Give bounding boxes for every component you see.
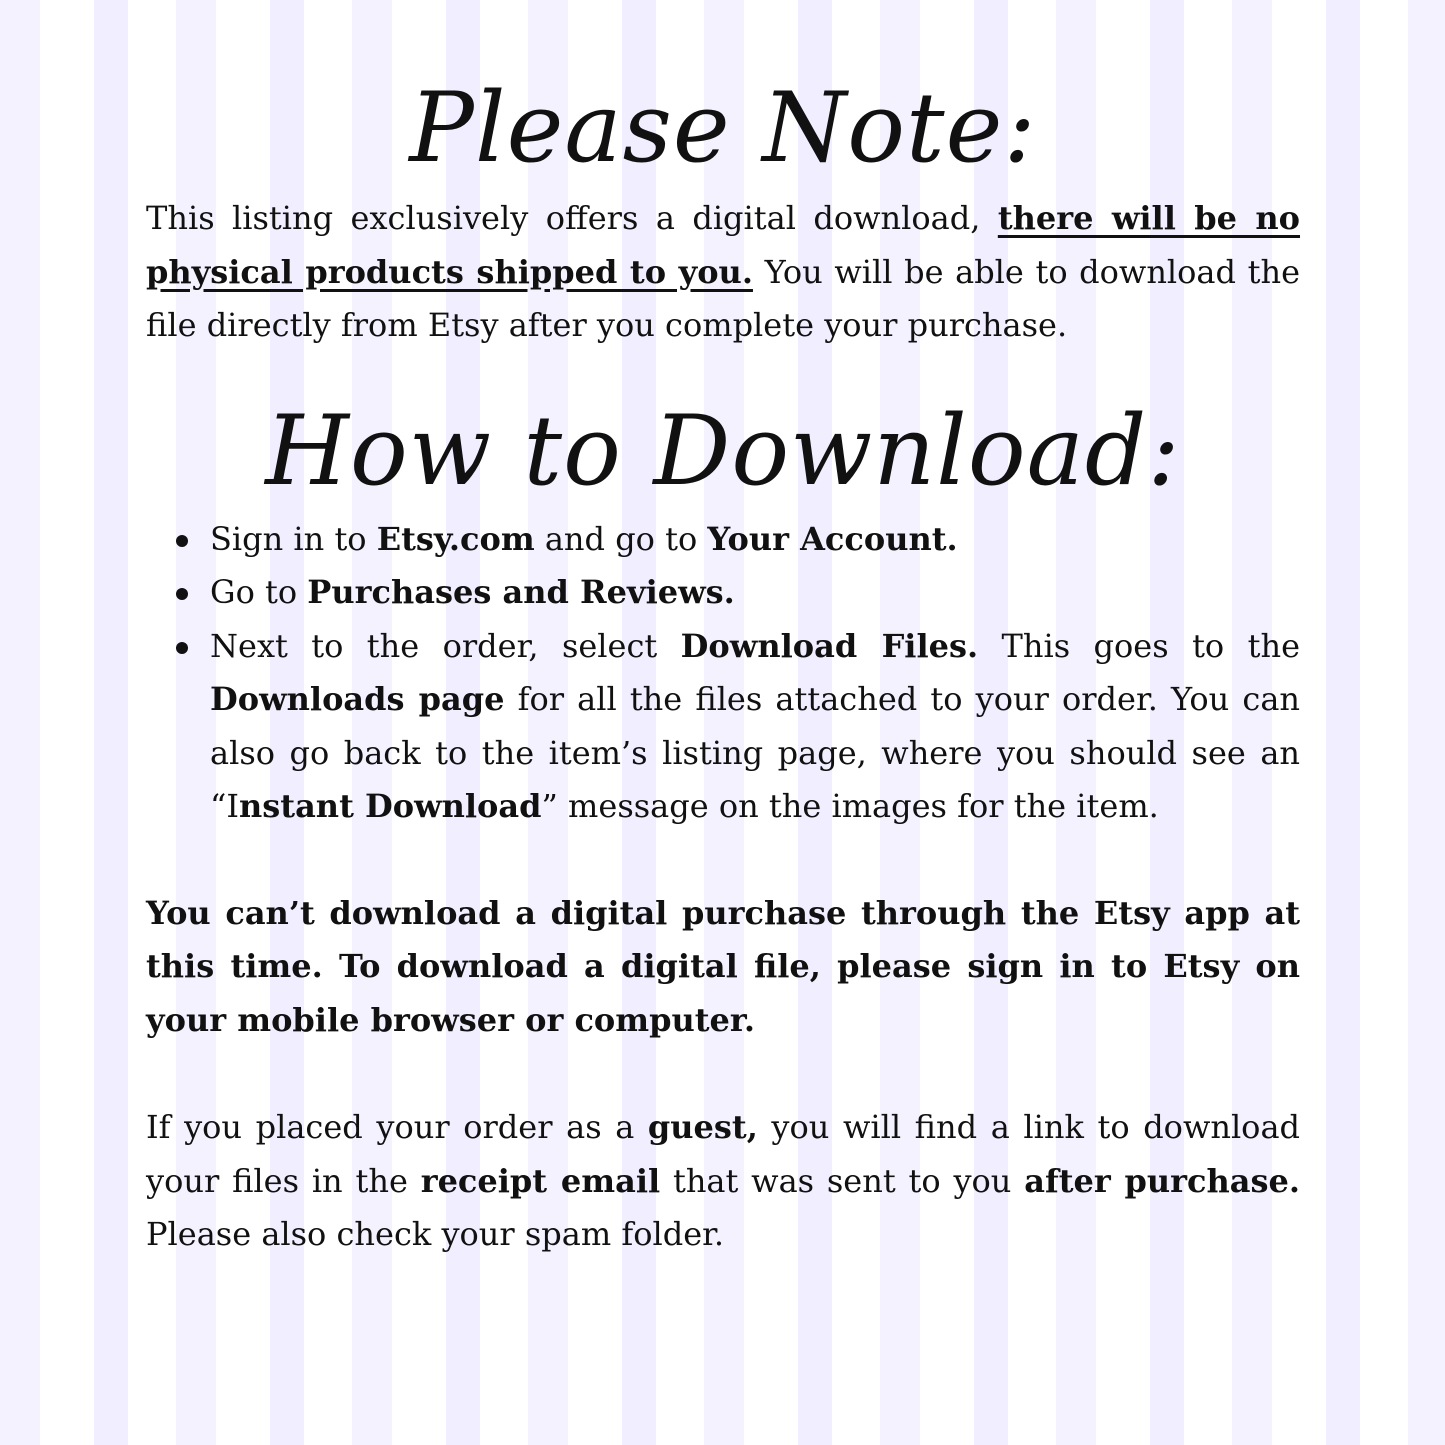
bullet-icon <box>176 642 188 654</box>
download-steps-list <box>146 513 1300 834</box>
guest-text-3: that was sent to you <box>660 1161 1025 1200</box>
guest-bold: guest, <box>647 1108 758 1146</box>
list-item <box>210 566 1300 620</box>
guest-order-notice <box>146 1101 1300 1262</box>
list-item <box>210 513 1300 567</box>
please-note-heading: Please Note: <box>409 72 1037 184</box>
step-1-text-2: and go to <box>534 519 708 558</box>
step-1-text-1: Sign in to <box>210 519 377 558</box>
after-purchase-bold: after purchase. <box>1024 1161 1301 1200</box>
step-2-text-1: Go to <box>210 573 308 611</box>
step-3-downloads-page: Downloads page <box>210 680 505 718</box>
digital-download-notice <box>146 192 1300 353</box>
notice-text-2: You will be able to download the file directly from Etsy after you complete your purchase. <box>146 252 1301 344</box>
step-1-your-account: Your Account. <box>707 519 958 558</box>
no-physical-products-warning: there will be no physical products shipped to you. <box>146 199 1301 291</box>
guest-text-2: you will find a link to download your files in the <box>146 1108 1301 1200</box>
step-3-text-1: Next to the order, select <box>210 626 681 665</box>
step-3-text-2: This goes to the <box>978 626 1301 665</box>
receipt-email-bold: receipt email <box>420 1161 661 1200</box>
guest-text-1: If you placed your order as a <box>146 1108 648 1146</box>
how-to-download-heading: How to Download: <box>265 394 1181 507</box>
step-2-purchases-and-reviews: Purchases and Reviews. <box>307 573 735 611</box>
bullet-icon <box>176 535 188 547</box>
bullet-icon <box>176 588 188 600</box>
step-3-download-files: Download Files. <box>680 626 979 665</box>
step-1-etsy-com: Etsy.com <box>376 519 535 558</box>
step-3-instant-download: nstant Download <box>239 787 542 825</box>
notice-text-1: This listing exclusively offers a digital download, <box>146 199 998 237</box>
step-3-text-3: for all the files attached to your order. You can also go back to the item’s listing page, where you should see an “I <box>210 680 1301 825</box>
guest-text-4: Please also check your spam folder. <box>146 1215 725 1253</box>
list-item <box>210 620 1300 834</box>
app-download-notice: You can’t download a digital purchase through the Etsy app at this time. To download a digital file, please sign in to Etsy on your mobile browser or computer. <box>146 893 1300 1039</box>
step-3-text-4: ” message on the images for the item. <box>541 787 1159 825</box>
info-card <box>146 70 1300 1262</box>
